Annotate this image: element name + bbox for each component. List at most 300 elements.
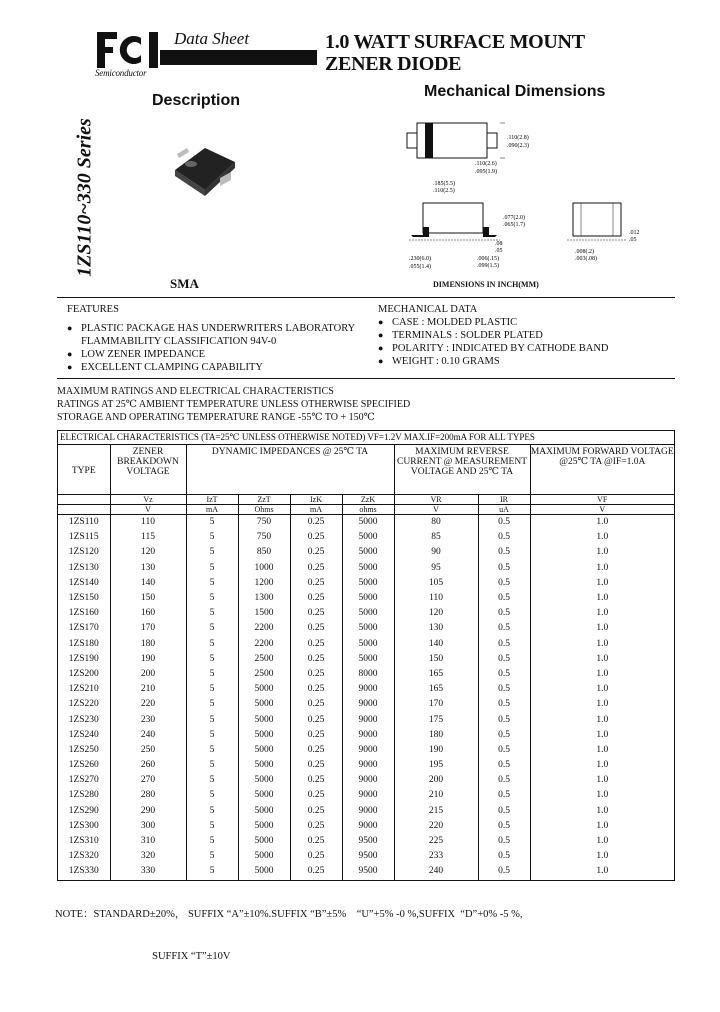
characteristics-table bbox=[57, 430, 675, 881]
table-cell: 1ZS300 bbox=[68, 820, 99, 831]
table-cell: 1.0 bbox=[530, 743, 674, 758]
table-cell: 0.25 bbox=[290, 819, 342, 834]
table-cell: 330 bbox=[110, 864, 186, 879]
table-cell: 5000 bbox=[238, 728, 290, 743]
table-cell: 1ZS180 bbox=[68, 638, 99, 649]
table-cell: 0.5 bbox=[478, 545, 530, 560]
table-cell: 5000 bbox=[238, 773, 290, 788]
unit-cell: uA bbox=[478, 505, 530, 515]
table-cell: 300 bbox=[110, 819, 186, 834]
table-cell: 5000 bbox=[238, 804, 290, 819]
table-cell: 0.5 bbox=[478, 758, 530, 773]
table-cell: 1ZS280 bbox=[68, 790, 99, 801]
table-row bbox=[58, 652, 674, 667]
table-row bbox=[58, 712, 674, 727]
table-cell: 240 bbox=[394, 864, 478, 879]
table-cell: 5 bbox=[186, 819, 238, 834]
table-cell: 9000 bbox=[342, 819, 394, 834]
sma-package-image bbox=[165, 140, 245, 205]
symbol-cell: IzT bbox=[186, 495, 238, 505]
symbol-cell: IzK bbox=[290, 495, 342, 505]
table-cell: 120 bbox=[110, 545, 186, 560]
table-cell: 0.5 bbox=[478, 743, 530, 758]
table-cell: 0.5 bbox=[478, 864, 530, 879]
table-cell: 9000 bbox=[342, 788, 394, 803]
table-cell: 0.5 bbox=[478, 804, 530, 819]
header-bar bbox=[160, 50, 317, 65]
table-cell: 1ZS150 bbox=[68, 593, 99, 604]
feature-item: ● EXCELLENT CLAMPING CAPABILITY bbox=[67, 361, 377, 374]
table-cell: 0.25 bbox=[290, 515, 342, 531]
unit-blank bbox=[58, 505, 110, 515]
table-cell: 290 bbox=[110, 804, 186, 819]
page-title bbox=[325, 31, 585, 75]
table-cell: 2200 bbox=[238, 621, 290, 636]
table-row bbox=[58, 576, 674, 591]
table-cell: 5 bbox=[186, 834, 238, 849]
table-cell: 90 bbox=[394, 545, 478, 560]
mech-item: ● CASE : MOLDED PLASTIC bbox=[378, 316, 678, 329]
table-cell: 1ZS210 bbox=[68, 684, 99, 695]
table-cell: 190 bbox=[110, 652, 186, 667]
table-cell: 180 bbox=[110, 637, 186, 652]
table-cell: 9000 bbox=[342, 712, 394, 727]
table-cell: 0.25 bbox=[290, 682, 342, 697]
table-row bbox=[58, 545, 674, 560]
table-cell: 750 bbox=[238, 530, 290, 545]
symbol-cell: ZzT bbox=[238, 495, 290, 505]
table-cell: 130 bbox=[110, 561, 186, 576]
table-cell: 0.25 bbox=[290, 697, 342, 712]
table-cell: 5 bbox=[186, 804, 238, 819]
table-row bbox=[58, 834, 674, 849]
table-cell: 0.5 bbox=[478, 561, 530, 576]
feature-item: ● LOW ZENER IMPEDANCE bbox=[67, 348, 377, 361]
table-cell: 0.5 bbox=[478, 576, 530, 591]
mechanical-data-heading: MECHANICAL DATA bbox=[378, 304, 478, 315]
table-row bbox=[58, 561, 674, 576]
table-cell: 9500 bbox=[342, 834, 394, 849]
table-row bbox=[58, 697, 674, 712]
table-cell: 0.5 bbox=[478, 515, 530, 531]
unit-row bbox=[58, 505, 674, 515]
symbol-cell: ZzK bbox=[342, 495, 394, 505]
dim-14: .055(1.4) bbox=[409, 264, 431, 270]
table-cell: 1.0 bbox=[530, 834, 674, 849]
table-cell: 0.25 bbox=[290, 667, 342, 682]
table-cell: 0.25 bbox=[290, 637, 342, 652]
table-cell: 1.0 bbox=[530, 637, 674, 652]
table-cell: 5000 bbox=[238, 743, 290, 758]
table-row bbox=[58, 637, 674, 652]
table-cell: 5 bbox=[186, 743, 238, 758]
mech-item: ● POLARITY : INDICATED BY CATHODE BAND bbox=[378, 342, 678, 355]
table-cell: 240 bbox=[110, 728, 186, 743]
brand-subtitle: Semiconductor bbox=[95, 68, 147, 78]
table-cell: 0.5 bbox=[478, 728, 530, 743]
table-cell: 230 bbox=[110, 712, 186, 727]
table-cell: 5000 bbox=[342, 561, 394, 576]
table-cell: 9000 bbox=[342, 682, 394, 697]
table-row bbox=[58, 743, 674, 758]
table-cell: 0.25 bbox=[290, 591, 342, 606]
table-row bbox=[58, 728, 674, 743]
symbol-cell: IR bbox=[478, 495, 530, 505]
ratings-block bbox=[57, 385, 410, 424]
header-forward: MAXIMUM FORWARD VOLTAGE @25℃ TA @IF=1.0A bbox=[530, 445, 674, 495]
table-cell: 9500 bbox=[342, 864, 394, 879]
dim-2: .090(2.3) bbox=[507, 143, 529, 149]
table-cell: 9000 bbox=[342, 728, 394, 743]
table-cell: 1ZS190 bbox=[68, 653, 99, 664]
dimensions-note: DIMENSIONS IN INCH(MM) bbox=[433, 280, 539, 289]
dim-17: .008(.2) bbox=[575, 249, 594, 255]
table-cell: 1.0 bbox=[530, 728, 674, 743]
table-cell: 1ZS115 bbox=[68, 532, 99, 543]
table-cell: 5000 bbox=[342, 545, 394, 560]
table-cell: 5 bbox=[186, 697, 238, 712]
table-row bbox=[58, 606, 674, 621]
table-cell: 1000 bbox=[238, 561, 290, 576]
mech-item: ● WEIGHT : 0.10 GRAMS bbox=[378, 355, 678, 368]
title-line-2: ZENER DIODE bbox=[325, 53, 462, 75]
table-cell: 0.5 bbox=[478, 788, 530, 803]
table-cell: 0.5 bbox=[478, 591, 530, 606]
dim-15: .012 bbox=[629, 230, 640, 236]
table-cell: 165 bbox=[394, 682, 478, 697]
table-cell: 1.0 bbox=[530, 515, 674, 531]
table-cell: 95 bbox=[394, 561, 478, 576]
header-type: TYPE bbox=[71, 465, 96, 476]
symbol-cell: VR bbox=[394, 495, 478, 505]
description-heading: Description bbox=[152, 92, 241, 109]
table-cell: 5000 bbox=[342, 606, 394, 621]
note-line-1: NOTE：STANDARD±20%， SUFFIX “A”±10%.SUFFIX “B”±5% “U”+5% -0 %,SUFFIX “D”+0% -5 %, bbox=[55, 909, 523, 920]
table-cell: 5000 bbox=[342, 637, 394, 652]
table-cell: 2200 bbox=[238, 637, 290, 652]
table-cell: 1.0 bbox=[530, 621, 674, 636]
table-cell: 1.0 bbox=[530, 697, 674, 712]
table-row bbox=[58, 804, 674, 819]
symbol-cell: Vz bbox=[110, 495, 186, 505]
table-cell: 0.5 bbox=[478, 667, 530, 682]
table-cell: 140 bbox=[110, 576, 186, 591]
table-cell: 5 bbox=[186, 621, 238, 636]
table-cell: 200 bbox=[110, 667, 186, 682]
table-cell: 5 bbox=[186, 788, 238, 803]
fci-logo bbox=[97, 30, 163, 70]
table-cell: 1ZS270 bbox=[68, 775, 99, 786]
table-cell: 170 bbox=[394, 697, 478, 712]
symbol-cell: VF bbox=[530, 495, 674, 505]
table-cell: 1ZS160 bbox=[68, 608, 99, 619]
table-cell: 140 bbox=[394, 637, 478, 652]
table-cell: 210 bbox=[394, 788, 478, 803]
data-sheet-label: Data Sheet bbox=[174, 29, 250, 48]
table-caption: ELECTRICAL CHARACTERISTICS (TA=25℃ UNLESS OTHERWISE NOTED) VF=1.2V MAX.IF=200mA FOR ALL TYPES bbox=[58, 431, 674, 445]
table-cell: 1.0 bbox=[530, 819, 674, 834]
table-cell: 5000 bbox=[238, 758, 290, 773]
table-cell: 110 bbox=[394, 591, 478, 606]
table-cell: 9500 bbox=[342, 849, 394, 864]
suffix-note bbox=[55, 880, 523, 978]
dim-8: .065(1.7) bbox=[503, 222, 525, 228]
table-cell: 1ZS140 bbox=[68, 577, 99, 588]
table-cell: 0.5 bbox=[478, 834, 530, 849]
table-cell: 1.0 bbox=[530, 530, 674, 545]
table-cell: 0.5 bbox=[478, 530, 530, 545]
table-cell: 1ZS170 bbox=[68, 623, 99, 634]
table-cell: 1.0 bbox=[530, 545, 674, 560]
table-cell: 1ZS200 bbox=[68, 668, 99, 679]
table-cell: 9000 bbox=[342, 758, 394, 773]
table-cell: 5 bbox=[186, 637, 238, 652]
symbol-row bbox=[58, 495, 674, 505]
table-row bbox=[58, 515, 674, 531]
dim-1: .110(2.8) bbox=[507, 135, 529, 141]
table-cell: 0.25 bbox=[290, 788, 342, 803]
table-cell: 5 bbox=[186, 773, 238, 788]
table-cell: 0.25 bbox=[290, 728, 342, 743]
table-row bbox=[58, 682, 674, 697]
dim-4: .095(1.9) bbox=[475, 169, 497, 175]
table-cell: 5000 bbox=[238, 834, 290, 849]
table-cell: 105 bbox=[394, 576, 478, 591]
table-cell: 1.0 bbox=[530, 576, 674, 591]
table-cell: 5000 bbox=[238, 712, 290, 727]
feature-item-cont: FLAMMABILITY CLASSIFICATION 94V-0 bbox=[81, 336, 277, 347]
table-cell: 5000 bbox=[342, 621, 394, 636]
table-cell: 130 bbox=[394, 621, 478, 636]
table-cell: 280 bbox=[110, 788, 186, 803]
table-cell: 1.0 bbox=[530, 864, 674, 879]
table-cell: 1.0 bbox=[530, 652, 674, 667]
unit-cell: mA bbox=[186, 505, 238, 515]
table-cell: 9000 bbox=[342, 804, 394, 819]
table-cell: 5 bbox=[186, 545, 238, 560]
table-cell: 1ZS230 bbox=[68, 714, 99, 725]
table-cell: 1.0 bbox=[530, 561, 674, 576]
table-cell: 0.5 bbox=[478, 652, 530, 667]
table-cell: 233 bbox=[394, 849, 478, 864]
table-row bbox=[58, 788, 674, 803]
table-cell: 1.0 bbox=[530, 804, 674, 819]
table-cell: 0.5 bbox=[478, 849, 530, 864]
dim-13: .230(6.0) bbox=[409, 256, 431, 262]
table-cell: 5 bbox=[186, 864, 238, 879]
table-cell: 5000 bbox=[238, 849, 290, 864]
table-cell: 1.0 bbox=[530, 606, 674, 621]
dim-7: .077(2.0) bbox=[503, 215, 525, 221]
table-cell: 0.5 bbox=[478, 773, 530, 788]
dim-11: .006(.15) bbox=[477, 256, 499, 262]
table-cell: 1.0 bbox=[530, 667, 674, 682]
table-row bbox=[58, 667, 674, 682]
table-cell: 0.25 bbox=[290, 652, 342, 667]
table-cell: 110 bbox=[110, 515, 186, 531]
table-row bbox=[58, 758, 674, 773]
table-row bbox=[58, 591, 674, 606]
table-cell: 5 bbox=[186, 591, 238, 606]
table-cell: 0.25 bbox=[290, 712, 342, 727]
table-cell: 5 bbox=[186, 682, 238, 697]
table-cell: 5000 bbox=[238, 682, 290, 697]
table-cell: 750 bbox=[238, 515, 290, 531]
table-cell: 0.25 bbox=[290, 545, 342, 560]
table-cell: 5000 bbox=[342, 591, 394, 606]
table-cell: 0.5 bbox=[478, 606, 530, 621]
table-cell: 160 bbox=[110, 606, 186, 621]
dim-9: .08 bbox=[495, 241, 503, 247]
dim-16: .05 bbox=[629, 237, 637, 243]
table-cell: 1ZS330 bbox=[68, 866, 99, 877]
table-cell: 5 bbox=[186, 652, 238, 667]
table-cell: 0.25 bbox=[290, 773, 342, 788]
table-cell: 1ZS220 bbox=[68, 699, 99, 710]
table-cell: 0.5 bbox=[478, 621, 530, 636]
table-cell: 5 bbox=[186, 849, 238, 864]
table-cell: 2500 bbox=[238, 667, 290, 682]
note-line-2: SUFFIX “T”±10V bbox=[55, 951, 231, 962]
features-heading: FEATURES bbox=[67, 304, 119, 315]
table-cell: 150 bbox=[110, 591, 186, 606]
table-cell: 1ZS130 bbox=[68, 562, 99, 573]
table-cell: 5000 bbox=[342, 576, 394, 591]
table-cell: 5 bbox=[186, 515, 238, 531]
table-cell: 1200 bbox=[238, 576, 290, 591]
dim-5: .185(5.5) bbox=[433, 181, 455, 187]
table-cell: 5 bbox=[186, 667, 238, 682]
unit-cell: Ohms bbox=[238, 505, 290, 515]
table-cell: 170 bbox=[110, 621, 186, 636]
table-cell: 0.25 bbox=[290, 804, 342, 819]
table-row bbox=[58, 864, 674, 879]
mech-item: ● TERMINALS : SOLDER PLATED bbox=[378, 329, 678, 342]
table-cell: 0.25 bbox=[290, 864, 342, 879]
table-cell: 0.5 bbox=[478, 712, 530, 727]
table-cell: 180 bbox=[394, 728, 478, 743]
table-cell: 9000 bbox=[342, 697, 394, 712]
table-cell: 5000 bbox=[238, 788, 290, 803]
dim-18: .003(.08) bbox=[575, 256, 597, 262]
table-cell: 0.5 bbox=[478, 682, 530, 697]
header-dynamic: DYNAMIC IMPEDANCES @ 25℃ TA bbox=[186, 445, 394, 495]
table-cell: 5000 bbox=[238, 864, 290, 879]
table-cell: 5 bbox=[186, 576, 238, 591]
package-name: SMA bbox=[170, 276, 199, 291]
table-cell: 5 bbox=[186, 530, 238, 545]
table-cell: 260 bbox=[110, 758, 186, 773]
table-cell: 1ZS240 bbox=[68, 729, 99, 740]
unit-cell: V bbox=[394, 505, 478, 515]
table-cell: 85 bbox=[394, 530, 478, 545]
table-cell: 195 bbox=[394, 758, 478, 773]
table-cell: 165 bbox=[394, 667, 478, 682]
table-cell: 9000 bbox=[342, 743, 394, 758]
table-cell: 5000 bbox=[342, 515, 394, 531]
dim-12: .099(1.5) bbox=[477, 263, 499, 269]
table-cell: 1.0 bbox=[530, 773, 674, 788]
table-cell: 1.0 bbox=[530, 682, 674, 697]
table-row bbox=[58, 621, 674, 636]
table-cell: 0.25 bbox=[290, 834, 342, 849]
table-body bbox=[58, 515, 674, 880]
table-cell: 8000 bbox=[342, 667, 394, 682]
table-row bbox=[58, 773, 674, 788]
table-cell: 9000 bbox=[342, 773, 394, 788]
table-cell: 0.5 bbox=[478, 697, 530, 712]
table-cell: 5000 bbox=[238, 697, 290, 712]
features-section bbox=[67, 303, 377, 374]
table-cell: 850 bbox=[238, 545, 290, 560]
table-cell: 115 bbox=[110, 530, 186, 545]
table-cell: 5000 bbox=[342, 652, 394, 667]
divider-top bbox=[57, 297, 675, 298]
table-cell: 1.0 bbox=[530, 712, 674, 727]
table-cell: 0.25 bbox=[290, 561, 342, 576]
title-line-1: 1.0 WATT SURFACE MOUNT bbox=[325, 31, 585, 53]
table-cell: 0.25 bbox=[290, 621, 342, 636]
header-reverse: MAXIMUM REVERSE CURRENT @ MEASUREMENT VOLTAGE AND 25℃ TA bbox=[394, 445, 530, 495]
table-cell: 120 bbox=[394, 606, 478, 621]
table-cell: 0.25 bbox=[290, 576, 342, 591]
table-cell: 150 bbox=[394, 652, 478, 667]
table-cell: 270 bbox=[110, 773, 186, 788]
table-cell: 190 bbox=[394, 743, 478, 758]
ratings-line-2: RATINGS AT 25℃ AMBIENT TEMPERATURE UNLESS OTHERWISE SPECIFIED bbox=[57, 399, 411, 410]
table-cell: 2500 bbox=[238, 652, 290, 667]
table-cell: 215 bbox=[394, 804, 478, 819]
header-zener: ZENER BREAKDOWN VOLTAGE bbox=[110, 445, 186, 495]
table-cell: 1.0 bbox=[530, 591, 674, 606]
dim-6: .110(2.5) bbox=[433, 188, 455, 194]
table-cell: 1ZS260 bbox=[68, 760, 99, 771]
table-cell: 1.0 bbox=[530, 788, 674, 803]
table-cell: 5 bbox=[186, 561, 238, 576]
table-cell: 1ZS250 bbox=[68, 744, 99, 755]
ratings-line-3: STORAGE AND OPERATING TEMPERATURE RANGE -55℃ TO + 150℃ bbox=[57, 412, 375, 423]
table-cell: 1ZS120 bbox=[68, 547, 99, 558]
table-row bbox=[58, 849, 674, 864]
table-cell: 1ZS290 bbox=[68, 805, 99, 816]
table-cell: 1300 bbox=[238, 591, 290, 606]
table-cell: 5 bbox=[186, 606, 238, 621]
table-cell: 5000 bbox=[342, 530, 394, 545]
table-cell: 1500 bbox=[238, 606, 290, 621]
table-cell: 200 bbox=[394, 773, 478, 788]
mechanical-heading: Mechanical Dimensions bbox=[424, 83, 606, 100]
table-cell: 0.25 bbox=[290, 849, 342, 864]
table-cell: 250 bbox=[110, 743, 186, 758]
mechanical-drawing bbox=[395, 115, 655, 275]
table-cell: 310 bbox=[110, 834, 186, 849]
unit-cell: V bbox=[110, 505, 186, 515]
table-cell: 0.25 bbox=[290, 743, 342, 758]
table-cell: 320 bbox=[110, 849, 186, 864]
table-cell: 210 bbox=[110, 682, 186, 697]
table-row bbox=[58, 530, 674, 545]
table-cell: 1ZS110 bbox=[58, 515, 110, 531]
table-cell: 80 bbox=[394, 515, 478, 531]
unit-cell: V bbox=[530, 505, 674, 515]
table-cell: 1ZS320 bbox=[68, 851, 99, 862]
dim-3: .110(2.6) bbox=[475, 161, 497, 167]
sym-blank bbox=[58, 495, 110, 505]
table-cell: 5000 bbox=[238, 819, 290, 834]
table-cell: 5 bbox=[186, 712, 238, 727]
table-row bbox=[58, 819, 674, 834]
table-cell: 0.25 bbox=[290, 758, 342, 773]
